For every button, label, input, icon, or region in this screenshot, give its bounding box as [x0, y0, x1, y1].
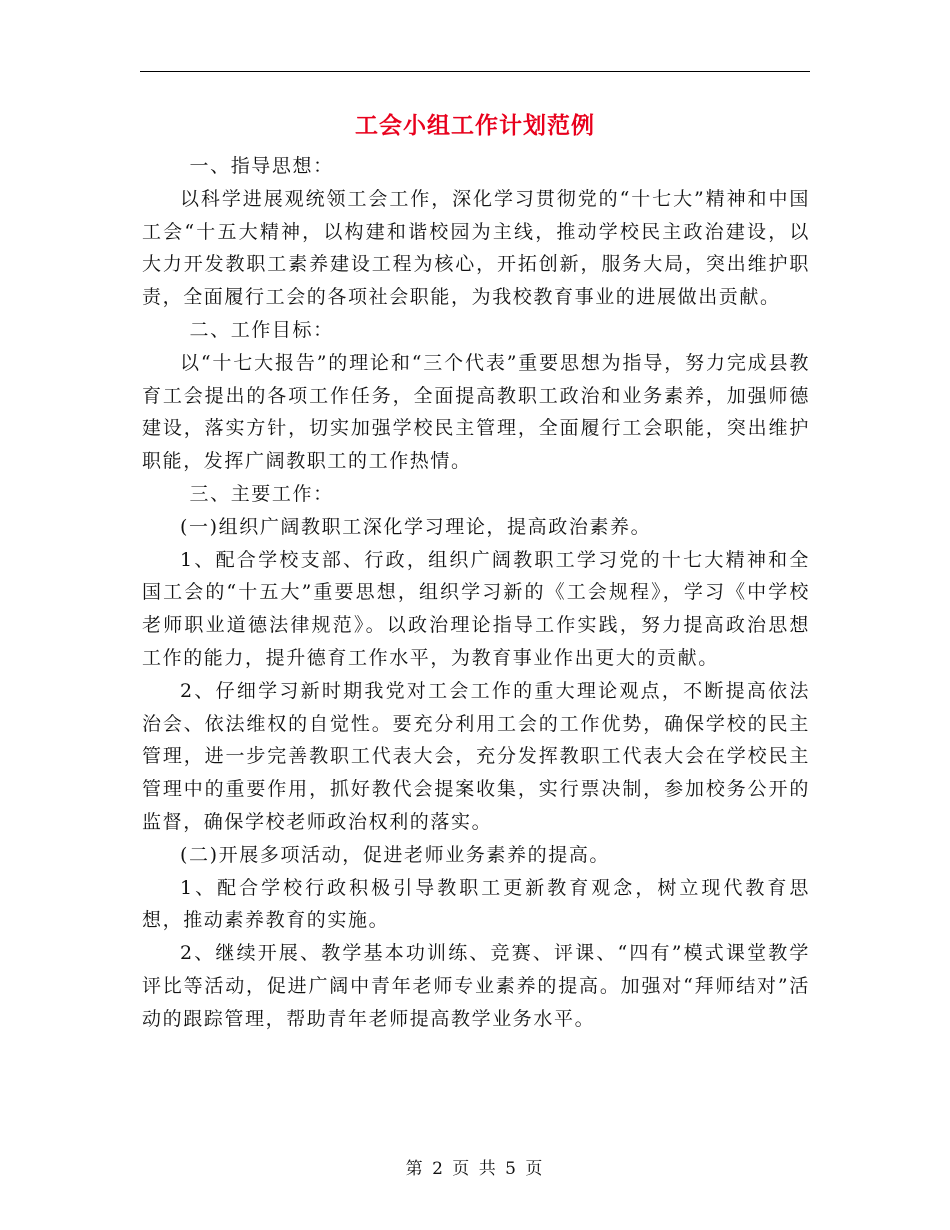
paragraph-item-1: 1、配合学校支部、行政，组织广阔教职工学习党的十七大精神和全国工会的“十五大”重要思想，组织学习新的《工会规程》，学习《中学校老师职业道德法律规范》。以政治理论指导工作实践，努力提高政治思想工作的能力，提升德育工作水平，为教育事业作出更大的贡献。 [142, 548, 810, 669]
paragraph-item-2: 2、仔细学习新时期我党对工会工作的重大理论观点，不断提高依法治会、依法维权的自觉性。要充分利用工会的工作优势，确保学校的民主管理，进一步完善教职工代表大会，充分发挥教职工代表大会在学校民主管理中的重要作用，抓好教代会提案收集，实行票决制，参加校务公开的监督，确保学校老师政治权利的落实。 [142, 679, 810, 833]
page-number-label: 第 2 页 共 5 页 [405, 1159, 545, 1179]
section-heading-main-work: 三、主要工作： [189, 482, 334, 505]
paragraph-activity-2: 2、继续开展、教学基本功训练、竞赛、评课、“四有”模式课堂教学评比等活动，促进广阔中青年老师专业素养的提高。加强对“拜师结对”活动的跟踪管理，帮助青年老师提高教学业务水平。 [142, 942, 810, 1030]
document-body [142, 150, 810, 1036]
page-footer [140, 1154, 810, 1179]
header-rule [140, 71, 810, 72]
section-heading-work-goals: 二、工作目标： [189, 318, 334, 341]
section-heading-guiding-thought: 一、指导思想： [189, 155, 334, 177]
paragraph-guiding-thought: 以科学进展观统领工会工作，深化学习贯彻党的“十七大”精神和中国工会“十五大精神，以构建和谐校园为主线，推动学校民主政治建设，以大力开发教职工素养建设工程为核心，开拓创新，服务大局，突出维护职责，全面履行工会的各项社会职能，为我校教育事业的进展做出贡献。 [142, 187, 810, 309]
subsection-heading-activities: (二)开展多项活动，促进老师业务素养的提高。 [180, 843, 611, 866]
paragraph-activity-1: 1、配合学校行政积极引导教职工更新教育观念，树立现代教育思想，推动素养教育的实施。 [142, 876, 810, 932]
subsection-heading-study-theory: (一)组织广阔教职工深化学习理论，提高政治素养。 [180, 515, 652, 538]
paragraph-work-goals: 以“十七大报告”的理论和“三个代表”重要思想为指导，努力完成县教育工会提出的各项工作任务，全面提高教职工政治和业务素养，加强师德建设，落实方针，切实加强学校民主管理，全面履行工会职能，突出维护职能，发挥广阔教职工的工作热情。 [142, 351, 810, 473]
document-title: 工会小组工作计划范例 [355, 112, 595, 139]
